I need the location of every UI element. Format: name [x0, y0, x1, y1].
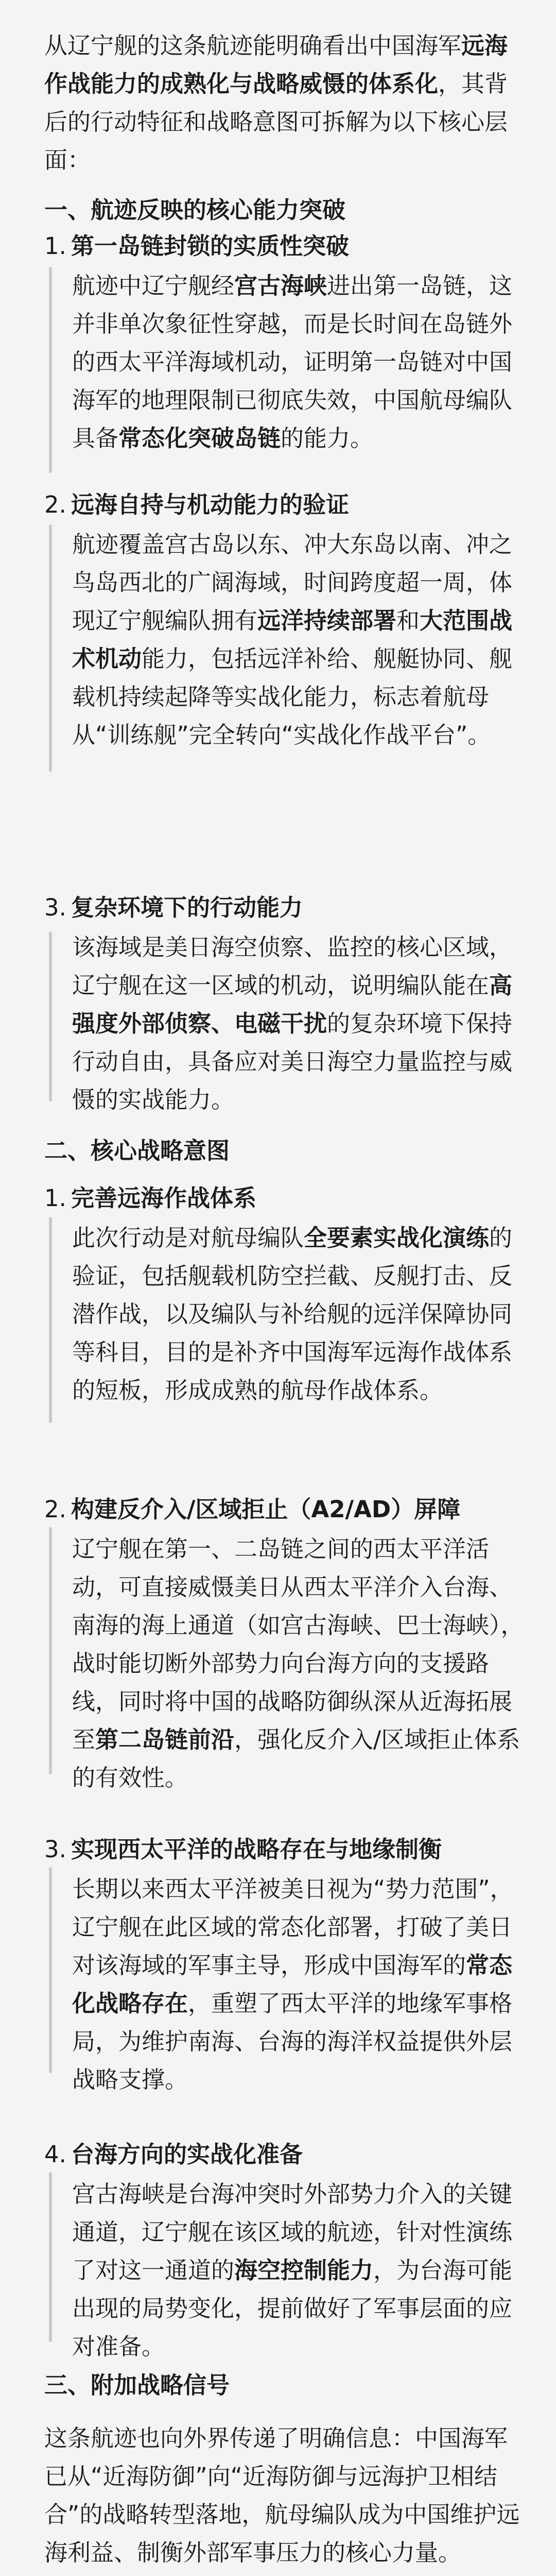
intro-emphasis: 远海作战能力的成熟化与战略威慑的体系化 [44, 32, 508, 97]
item-number: 2. [44, 491, 66, 518]
body-text: 宫古海峡是台海冲突时外部势力介入的关键通道，辽宁舰在该区域的航迹，针对性演练了对这一通道的 [72, 2180, 513, 2284]
item-title-text: 远海自持与机动能力的验证 [71, 491, 350, 518]
section-heading-3: 三、附加战略信号 [44, 2371, 230, 2399]
item-number: 1. [44, 232, 66, 260]
section-heading-2: 二、核心战略意图 [44, 1137, 230, 1164]
item-title-text: 台海方向的实战化准备 [71, 2141, 303, 2168]
body-text: 进出第一岛链，这并非单次象征性穿越，而是长时间在岛链外的西太平洋海域机动，证明第一岛链对中国海军的地理限制已彻底失效，中国航母编队具备 [72, 272, 513, 452]
body-text: 能力，包括远洋补给、舰艇协同、舰载机持续起降等实战化能力，标志着航母从“训练舰”完全转向“实战化作战平台”。 [72, 645, 513, 749]
item-title [44, 1494, 528, 1525]
item-body [72, 1870, 525, 2099]
item-title-text: 复杂环境下的行动能力 [71, 894, 303, 921]
body-emphasis: 高强度外部侦察、电磁干扰 [72, 972, 513, 1037]
item-title [44, 2139, 528, 2170]
body-text: 的能力。 [281, 425, 374, 452]
body-text: 的验证，包括舰载机防空拦截、反舰打击、反潜作战，以及编队与补给舰的远洋保障协同等科目，目的是补齐中国海军远海作战体系的短板，形成成熟的航母作战体系。 [72, 1224, 513, 1404]
item-title-text: 完善远海作战体系 [71, 1184, 257, 1212]
intro-text-2: ，其背后的行动特征和战略意图可拆解为以下核心层面： [44, 70, 508, 174]
quote-bar [49, 524, 52, 772]
item-title-text: 第一岛链封锁的实质性突破 [71, 232, 350, 260]
body-text: 辽宁舰在第一、二岛链之间的西太平洋活动，可直接威慑美日从西太平洋介入台海、南海的海上通道（如宫古海峡、巴士海峡），战时能切断外部势力向台海方向的支援路线，同时将中国的战略防御纵深从近海拓展至 [72, 1535, 524, 1753]
item-title [44, 1834, 528, 1865]
item-body [72, 2175, 525, 2366]
body-emphasis: 常态化突破岛链 [118, 425, 281, 452]
item-title [44, 892, 528, 923]
body-emphasis: 第二岛链前沿 [95, 1726, 235, 1753]
item-body [72, 1530, 525, 1797]
item-number: 4. [44, 2141, 66, 2168]
quote-bar [49, 1527, 52, 1774]
body-text: ，为台海可能出现的局势变化，提前做好了军事层面的应对准备。 [72, 2257, 513, 2360]
section3-body: 这条航迹也向外界传递了明确信息：中国海军已从“近海防御”向“近海防御与远海护卫相结合”的战略转型落地，航母编队成为中国维护远海利益、制衡外部军事压力的核心力量。 [44, 2425, 520, 2566]
body-text: 和 [396, 607, 420, 634]
body-emphasis: 大范围战术机动 [72, 607, 513, 672]
body-text: 航迹中辽宁舰经 [72, 272, 235, 299]
item-body [72, 928, 525, 1119]
body-emphasis: 海空控制能力 [234, 2257, 374, 2284]
body-text: ，重塑了西太平洋的地缘军事格局，为维护南海、台海的海洋权益提供外层战略支撑。 [72, 1990, 513, 2093]
item-body [72, 267, 525, 457]
body-emphasis: 常态化战略存在 [72, 1952, 513, 2017]
item-body [72, 526, 525, 754]
item-title-text: 构建反介入/区域拒止（A2/AD）屏障 [71, 1496, 461, 1523]
body-text: 该海域是美日海空侦察、监控的核心区域，辽宁舰在这一区域的机动，说明编队能在 [72, 934, 513, 999]
quote-bar [49, 267, 52, 473]
item-title [44, 231, 528, 262]
item-title-text: 实现西太平洋的战略存在与地缘制衡 [71, 1836, 442, 1863]
quote-bar [49, 931, 52, 1101]
item-number: 2. [44, 1496, 66, 1523]
item-number: 3. [44, 1836, 66, 1863]
intro-text: 从辽宁舰的这条航迹能明确看出中国海军 [44, 32, 462, 59]
item-number: 1. [44, 1184, 66, 1212]
section-heading-1: 一、航迹反映的核心能力突破 [44, 196, 346, 224]
body-emphasis: 远洋持续部署 [257, 607, 397, 634]
quote-bar [49, 1867, 52, 2073]
item-title [44, 1183, 528, 1214]
body-text: 长期以来西太平洋被美日视为“势力范围”，辽宁舰在此区域的常态化部署，打破了美日对该海域的军事主导，形成中国海军的 [72, 1875, 513, 1979]
quote-bar [49, 1217, 52, 1423]
intro-paragraph [44, 27, 528, 179]
item-body [72, 1219, 525, 1410]
quote-bar [49, 2172, 52, 2342]
body-text: 的复杂环境下保持行动自由，具备应对美日海空力量监控与威慑的实战能力。 [72, 1010, 513, 1113]
item-number: 3. [44, 894, 66, 921]
body-text: ，强化反介入/区域拒止体系的有效性。 [72, 1726, 520, 1791]
body-text: 航迹覆盖宫古岛以东、冲大东岛以南、冲之鸟岛西北的广阔海域，时间跨度超一周，体现辽宁舰编队拥有 [72, 531, 513, 634]
item-title [44, 489, 528, 520]
body-emphasis: 全要素实战化演练 [304, 1224, 490, 1251]
body-text: 此次行动是对航母编队 [72, 1224, 304, 1251]
body-emphasis: 宫古海峡 [234, 272, 327, 299]
